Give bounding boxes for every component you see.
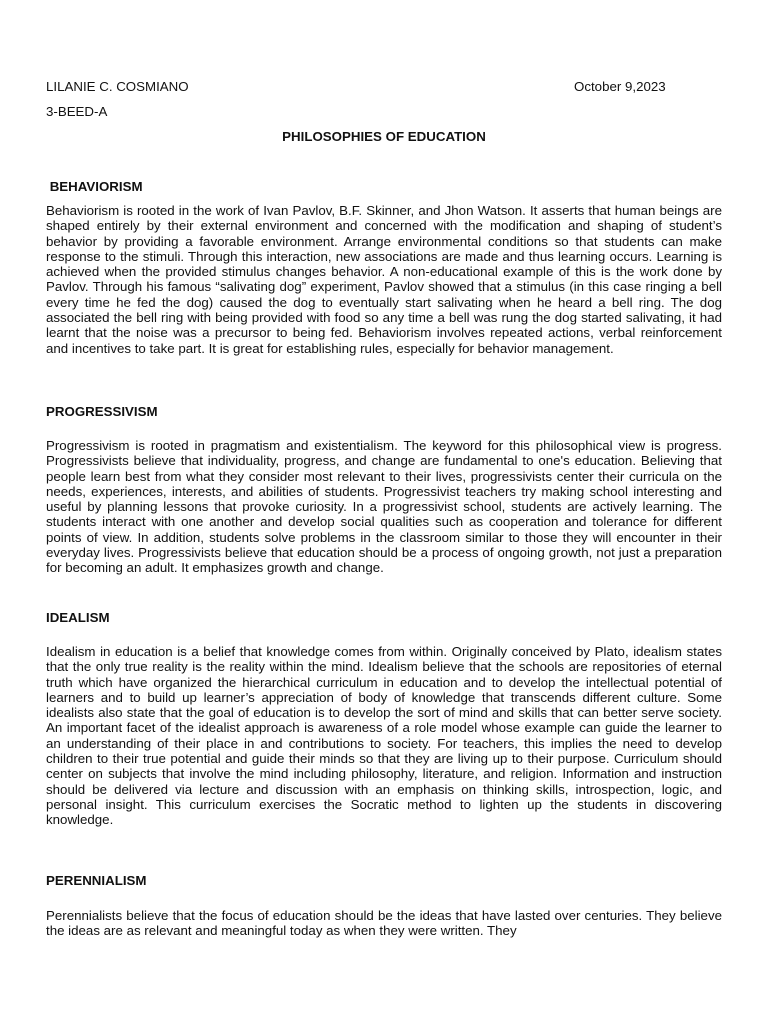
paragraph-behaviorism: Behaviorism is rooted in the work of Ivan Pavlov, B.F. Skinner, and Jhon Watson. It asserts that human beings are shaped entirely by their external environment and concerned with the modification and shaping of student’s behavior by providing a favorable environment. Arrange environmental conditions so that students can make response to the stimuli. Through this interaction, new associations are made and thus learning occurs. Learning is achieved when the provided stimulus changes behavior. A non-educational example of this is the work done by Pavlov. Through his famous “salivating dog” experiment, Pavlov showed that a stimulus (in this case ringing a bell every time he fed the dog) caused the dog to eventually start salivating when he heard a bell ring. The dog associated the bell ring with being provided with food so any time a bell was rung the dog started salivating, it had learnt that the noise was a precursor to being fed. Behaviorism involves repeated actions, verbal reinforcement and incentives to take part. It is great for establishing rules, especially for behavior management. <box>46 203 722 356</box>
heading-progressivism: PROGRESSIVISM <box>46 404 158 419</box>
document-date: October 9,2023 <box>574 79 666 94</box>
class-section: 3-BEED-A <box>46 104 108 119</box>
paragraph-idealism: Idealism in education is a belief that knowledge comes from within. Originally conceived by Plato, idealism states that the only true reality is the reality within the mind. Idealism believe that the schools are repositories of eternal truth which have organized the hierarchical curriculum in education and to develop the intellectual potential of learners and to build up learner’s appreciation of body of knowledge that transcends different culture. Some idealists also state that the goal of education is to develop the sort of mind and skills that can better serve society. An important facet of the idealist approach is awareness of a role model whose example can guide the learner to an understanding of their place in and contributions to society. For teachers, this implies the need to develop children to their true potential and guide their minds so that they are living up to their purpose. Curriculum should center on subjects that involve the mind including philosophy, literature, and religion. Information and instruction should be delivered via lecture and discussion with an emphasis on thinking skills, introspection, logic, and personal insight. This curriculum exercises the Socratic method to lighten up the students in discovering knowledge. <box>46 644 722 828</box>
heading-idealism: IDEALISM <box>46 610 110 625</box>
author-name: LILANIE C. COSMIANO <box>46 79 189 94</box>
paragraph-progressivism: Progressivism is rooted in pragmatism and existentialism. The keyword for this philosophical view is progress. Progressivists believe that individuality, progress, and change are fundamental to one's education. Believing that people learn best from what they consider most relevant to their lives, progressivists center their curricula on the needs, experiences, interests, and abilities of students. Progressivist teachers try making school interesting and useful by planning lessons that provoke curiosity. In a progressivist school, students are actively learning. The students interact with one another and develop social qualities such as cooperation and tolerance for different points of view. In addition, students solve problems in the classroom similar to those they will encounter in their everyday lives. Progressivists believe that education should be a process of ongoing growth, not just a preparation for becoming an adult. It emphasizes growth and change. <box>46 438 722 576</box>
document-title: PHILOSOPHIES OF EDUCATION <box>282 129 486 144</box>
paragraph-perennialism: Perennialists believe that the focus of education should be the ideas that have lasted over centuries. They believe the ideas are as relevant and meaningful today as when they were written. They <box>46 908 722 939</box>
heading-perennialism: PERENNIALISM <box>46 873 147 888</box>
heading-behaviorism: BEHAVIORISM <box>46 179 143 194</box>
